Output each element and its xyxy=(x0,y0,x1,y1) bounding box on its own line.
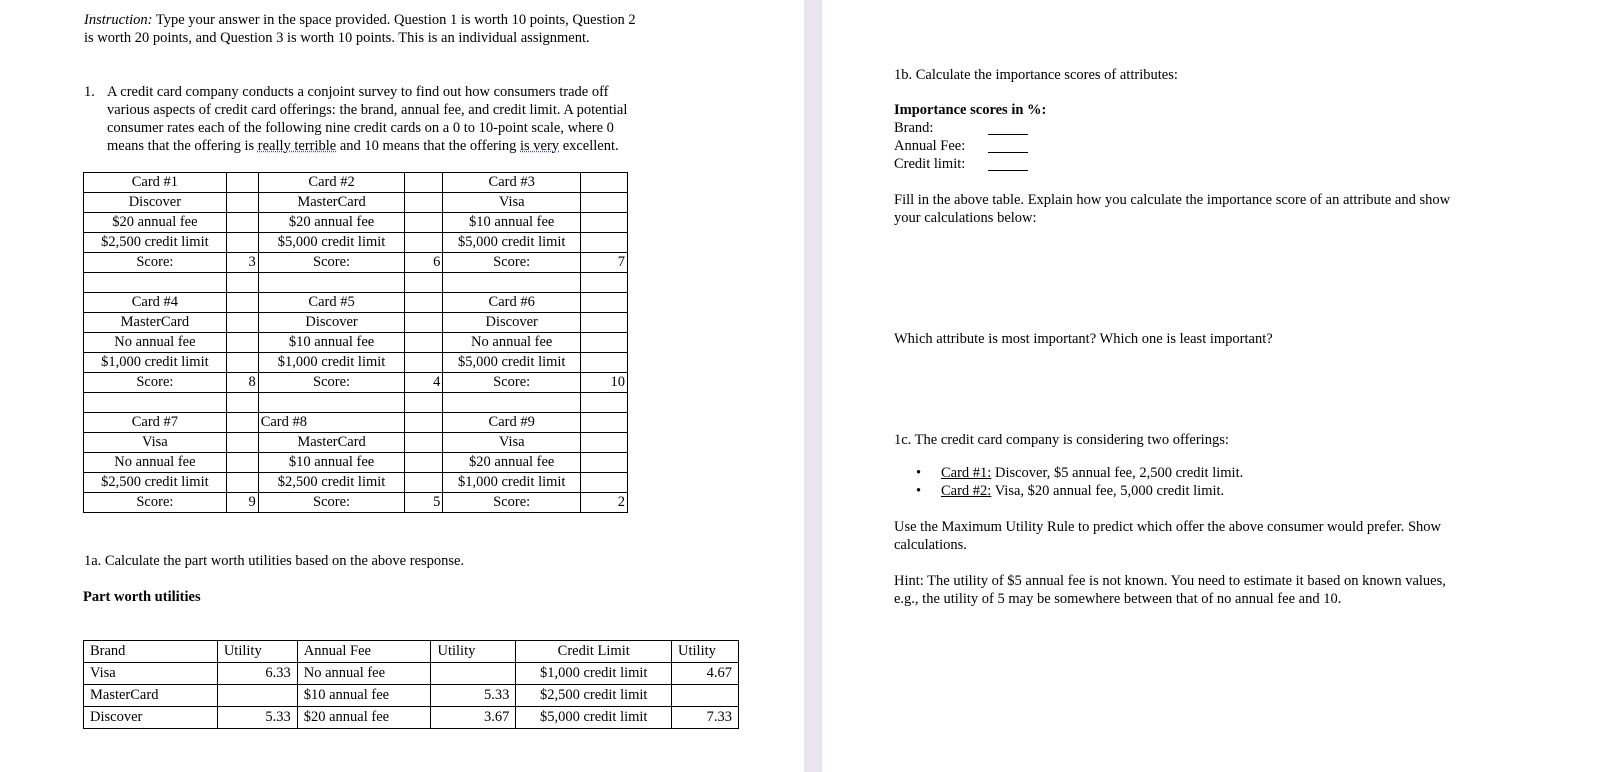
bullet-icon: • xyxy=(916,465,922,481)
score-label: Score: xyxy=(443,253,581,273)
utility-value[interactable]: 5.33 xyxy=(431,685,516,707)
card-fee: $10 annual fee xyxy=(258,333,405,353)
offer-1-text: Discover, $5 annual fee, 2,500 credit limit. xyxy=(991,465,1244,481)
offer-1-label: Card #1: xyxy=(941,465,992,481)
spacer-row xyxy=(84,273,628,293)
utility-value[interactable]: 3.67 xyxy=(431,707,516,729)
card-brand: Visa xyxy=(443,433,581,453)
card-brand-row xyxy=(84,313,628,333)
card-fee-row xyxy=(84,333,628,353)
offer-2-text: Visa, $20 annual fee, 5,000 credit limit. xyxy=(991,483,1225,499)
part-worth-row xyxy=(84,707,739,729)
score-label: Score: xyxy=(84,253,227,273)
spacer-row xyxy=(84,393,628,413)
card-fee: No annual fee xyxy=(443,333,581,353)
card-limit: $1,000 credit limit xyxy=(258,353,405,373)
column-header: Utility xyxy=(672,641,739,663)
importance-row xyxy=(894,155,1028,173)
card-title-row xyxy=(84,293,628,313)
spellcheck-phrase[interactable]: is very xyxy=(520,138,560,154)
score-label: Score: xyxy=(443,493,581,513)
hint-line-2: e.g., the utility of 5 may be somewhere between that of no annual fee and 10. xyxy=(894,591,1342,607)
importance-question: Which attribute is most important? Which one is least important? xyxy=(894,331,1273,347)
card-title: Card #9 xyxy=(443,413,581,433)
question-1c-prompt: 1c. The credit card company is considering two offerings: xyxy=(894,432,1229,448)
hint-line-1: Hint: The utility of $5 annual fee is not known. You need to estimate it based on known values, xyxy=(894,573,1446,589)
card-limit-row xyxy=(84,353,628,373)
document-page-right xyxy=(822,0,1610,772)
column-header: Utility xyxy=(431,641,516,663)
card-title: Card #1 xyxy=(84,173,227,193)
score-label: Score: xyxy=(443,373,581,393)
score-label: Score: xyxy=(84,373,227,393)
fill-in-line-2: your calculations below: xyxy=(894,210,1037,226)
card-limit-row xyxy=(84,473,628,493)
utility-value[interactable] xyxy=(672,685,739,707)
utility-value[interactable]: 5.33 xyxy=(217,707,297,729)
card-limit-row xyxy=(84,233,628,253)
bullet-icon: • xyxy=(916,483,922,499)
card-limit: $5,000 credit limit xyxy=(443,353,581,373)
card-fee: No annual fee xyxy=(84,333,227,353)
card-brand: Visa xyxy=(443,193,581,213)
card-title: Card #2 xyxy=(258,173,405,193)
importance-row xyxy=(894,137,1028,155)
card-fee: $20 annual fee xyxy=(84,213,227,233)
offer-1 xyxy=(941,464,1243,482)
card-score: 4 xyxy=(405,373,443,393)
card-brand: MasterCard xyxy=(258,433,405,453)
level-label: $20 annual fee xyxy=(297,707,431,729)
card-limit: $1,000 credit limit xyxy=(84,353,227,373)
card-brand-row xyxy=(84,433,628,453)
card-fee: $10 annual fee xyxy=(443,213,581,233)
score-label: Score: xyxy=(258,373,405,393)
column-header: Utility xyxy=(217,641,297,663)
card-score-row xyxy=(84,253,628,273)
card-limit: $5,000 credit limit xyxy=(443,233,581,253)
card-score: 2 xyxy=(581,493,628,513)
question-1-line-2: various aspects of credit card offerings: the brand, annual fee, and credit limit. A potential xyxy=(107,102,628,118)
card-title: Card #5 xyxy=(258,293,405,313)
card-title-row xyxy=(84,173,628,193)
offer-2 xyxy=(941,482,1224,500)
score-label: Score: xyxy=(258,493,405,513)
card-score: 9 xyxy=(226,493,258,513)
part-worth-table xyxy=(83,640,739,729)
question-1-line-1: A credit card company conducts a conjoint survey to find out how consumers trade off xyxy=(107,84,609,100)
answer-blank[interactable] xyxy=(988,158,1028,171)
level-label: Visa xyxy=(84,663,218,685)
part-worth-row xyxy=(84,663,739,685)
answer-blank[interactable] xyxy=(988,140,1028,153)
question-1-line-3: consumer rates each of the following nine credit cards on a 0 to 10-point scale, where 0 xyxy=(107,120,614,136)
max-utility-instruction xyxy=(894,518,1594,554)
card-fee: No annual fee xyxy=(84,453,227,473)
card-score: 7 xyxy=(581,253,628,273)
max-utility-line-2: calculations. xyxy=(894,537,967,553)
card-score-row xyxy=(84,373,628,393)
fill-in-line-1: Fill in the above table. Explain how you calculate the importance score of an attribute and show xyxy=(894,192,1451,208)
column-header: Credit Limit xyxy=(516,641,672,663)
importance-list xyxy=(894,119,1028,173)
card-score: 8 xyxy=(226,373,258,393)
part-worth-header-row xyxy=(84,641,739,663)
card-title: Card #3 xyxy=(443,173,581,193)
card-fee-row xyxy=(84,453,628,473)
card-score: 5 xyxy=(405,493,443,513)
page-gutter xyxy=(804,0,822,772)
utility-value[interactable]: 4.67 xyxy=(672,663,739,685)
level-label: MasterCard xyxy=(84,685,218,707)
card-limit: $2,500 credit limit xyxy=(84,233,227,253)
fill-in-instruction xyxy=(894,191,1594,227)
utility-value[interactable] xyxy=(431,663,516,685)
card-fee: $20 annual fee xyxy=(443,453,581,473)
level-label: Discover xyxy=(84,707,218,729)
question-1-line-4: means that the offering is really terrible and 10 means that the offering is very excellent. xyxy=(107,138,619,154)
instruction-line-1: Type your answer in the space provided. Question 1 is worth 10 points, Question 2 xyxy=(155,12,636,28)
level-label: $2,500 credit limit xyxy=(516,685,672,707)
card-limit: $1,000 credit limit xyxy=(443,473,581,493)
card-fee-row xyxy=(84,213,628,233)
hint-paragraph xyxy=(894,572,1594,608)
card-brand: Discover xyxy=(443,313,581,333)
score-label: Score: xyxy=(84,493,227,513)
card-title: Card #8 xyxy=(258,413,405,433)
card-limit: $5,000 credit limit xyxy=(258,233,405,253)
utility-value[interactable]: 7.33 xyxy=(672,707,739,729)
question-1-text xyxy=(107,83,787,155)
instruction-label: Instruction: xyxy=(84,12,153,28)
offer-2-label: Card #2: xyxy=(941,483,992,499)
card-title: Card #6 xyxy=(443,293,581,313)
part-worth-row xyxy=(84,685,739,707)
card-title-row xyxy=(84,413,628,433)
instruction-paragraph xyxy=(84,11,784,47)
part-worth-heading: Part worth utilities xyxy=(83,589,201,605)
column-header: Annual Fee xyxy=(297,641,431,663)
importance-label: Brand: xyxy=(894,120,934,136)
card-brand: MasterCard xyxy=(258,193,405,213)
card-fee: $20 annual fee xyxy=(258,213,405,233)
importance-heading: Importance scores in %: xyxy=(894,102,1047,118)
document-page-left xyxy=(0,0,804,772)
card-fee: $10 annual fee xyxy=(258,453,405,473)
question-1-number: 1. xyxy=(84,84,95,100)
card-brand: MasterCard xyxy=(84,313,227,333)
card-brand: Discover xyxy=(84,193,227,213)
importance-label: Annual Fee: xyxy=(894,138,966,154)
question-1a-prompt: 1a. Calculate the part worth utilities based on the above response. xyxy=(84,553,465,569)
importance-row xyxy=(894,119,1028,137)
card-score: 10 xyxy=(581,373,628,393)
level-label: $10 annual fee xyxy=(297,685,431,707)
max-utility-line-1: Use the Maximum Utility Rule to predict which offer the above consumer would prefer. Show xyxy=(894,519,1441,535)
card-score: 3 xyxy=(226,253,258,273)
spellcheck-phrase[interactable]: really terrible xyxy=(257,138,337,154)
card-limit: $2,500 credit limit xyxy=(84,473,227,493)
utility-value[interactable] xyxy=(217,685,297,707)
card-title: Card #4 xyxy=(84,293,227,313)
importance-label: Credit limit: xyxy=(894,156,966,172)
utility-value[interactable]: 6.33 xyxy=(217,663,297,685)
level-label: $5,000 credit limit xyxy=(516,707,672,729)
card-limit: $2,500 credit limit xyxy=(258,473,405,493)
card-brand: Discover xyxy=(258,313,405,333)
card-grid-table xyxy=(83,172,628,513)
card-score-row xyxy=(84,493,628,513)
instruction-line-2: is worth 20 points, and Question 3 is worth 10 points. This is an individual assignment. xyxy=(84,30,590,46)
card-brand-row xyxy=(84,193,628,213)
level-label: No annual fee xyxy=(297,663,431,685)
column-header: Brand xyxy=(84,641,218,663)
card-title: Card #7 xyxy=(84,413,227,433)
card-score: 6 xyxy=(405,253,443,273)
question-1b-prompt: 1b. Calculate the importance scores of attributes: xyxy=(894,67,1178,83)
answer-blank[interactable] xyxy=(988,122,1028,135)
level-label: $1,000 credit limit xyxy=(516,663,672,685)
score-label: Score: xyxy=(258,253,405,273)
card-brand: Visa xyxy=(84,433,227,453)
